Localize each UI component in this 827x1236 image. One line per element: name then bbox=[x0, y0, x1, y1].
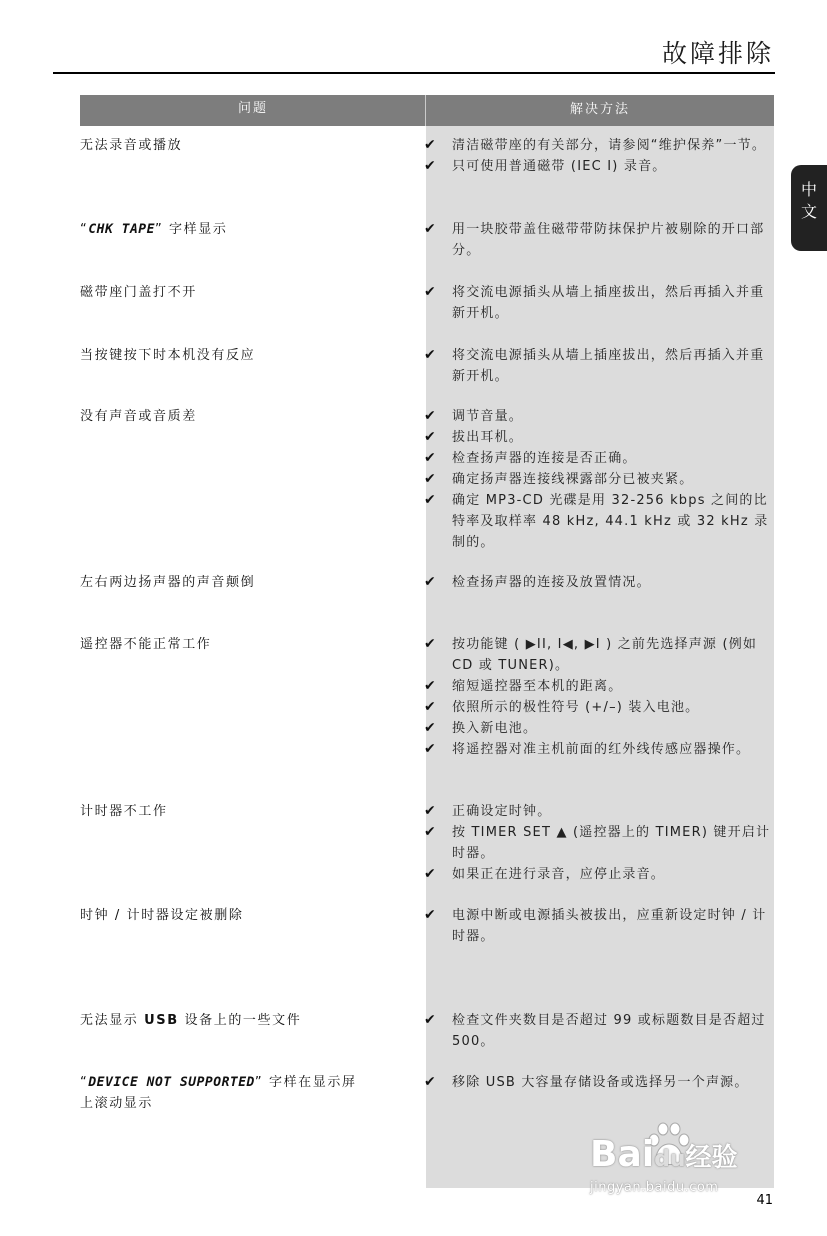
check-icon: ✔ bbox=[424, 678, 437, 694]
problem-text: 遥控器不能正常工作 bbox=[80, 637, 212, 652]
solution-item bbox=[424, 156, 774, 177]
solution-text: 按 TIMER SET ▲ (遥控器上的 TIMER) 键开启计时器。 bbox=[452, 825, 771, 861]
solution-text: 换入新电池。 bbox=[452, 721, 538, 736]
header-solution: 解决方法 bbox=[569, 102, 630, 117]
check-icon: ✔ bbox=[424, 408, 437, 424]
check-icon: ✔ bbox=[424, 1012, 437, 1028]
page-number: 41 bbox=[756, 1193, 773, 1208]
check-icon: ✔ bbox=[424, 429, 437, 445]
check-icon: ✔ bbox=[424, 574, 437, 590]
check-icon: ✔ bbox=[424, 284, 437, 300]
solution-list bbox=[424, 1072, 774, 1093]
watermark-brand-left: Bai bbox=[590, 1134, 655, 1175]
problem-suffix: 字样显示 bbox=[163, 222, 228, 237]
solution-list bbox=[424, 634, 774, 760]
problem-text bbox=[80, 1072, 360, 1114]
check-icon: ✔ bbox=[424, 907, 437, 923]
solution-item bbox=[424, 718, 774, 739]
problem-usb: USB bbox=[144, 1013, 179, 1028]
check-icon: ✔ bbox=[424, 636, 437, 652]
language-side-tab bbox=[791, 165, 827, 251]
check-icon: ✔ bbox=[424, 450, 437, 466]
solution-text: 检查扬声器的连接是否正确。 bbox=[452, 451, 637, 466]
problem-text: 左右两边扬声器的声音颠倒 bbox=[80, 575, 256, 590]
problem-text: 计时器不工作 bbox=[80, 804, 168, 819]
watermark-brand bbox=[590, 1134, 738, 1175]
problem-suffix: 字样在显示屏上滚动显示 bbox=[80, 1075, 357, 1111]
check-icon: ✔ bbox=[424, 492, 437, 508]
solution-item bbox=[424, 864, 774, 885]
solution-item bbox=[424, 739, 774, 760]
solution-text: 依照所示的极性符号 (+/–) 装入电池。 bbox=[452, 700, 700, 715]
side-tab-label: 中文 bbox=[800, 180, 817, 221]
solution-item bbox=[424, 219, 774, 261]
solution-list bbox=[424, 905, 774, 947]
solution-text: 电源中断或电源插头被拔出，应重新设定时钟 / 计时器。 bbox=[452, 908, 767, 944]
solution-item bbox=[424, 406, 774, 427]
quote-close: ” bbox=[254, 1075, 264, 1090]
solution-text: 只可使用普通磁带 (IEC I) 录音。 bbox=[452, 159, 667, 174]
check-icon: ✔ bbox=[424, 699, 437, 715]
baidu-watermark bbox=[588, 1118, 778, 1208]
solution-text: 缩短遥控器至本机的距离。 bbox=[452, 679, 623, 694]
solution-item bbox=[424, 572, 774, 593]
solution-text: 拔出耳机。 bbox=[452, 430, 524, 445]
solution-text: 正确设定时钟。 bbox=[452, 804, 552, 819]
problem-text bbox=[80, 1010, 410, 1031]
quote-close: ” bbox=[154, 222, 164, 237]
quote-open: “ bbox=[80, 222, 89, 237]
watermark-brand-right: 经验 bbox=[685, 1143, 738, 1173]
solution-text: 检查扬声器的连接及放置情况。 bbox=[452, 575, 651, 590]
solution-text: 调节音量。 bbox=[452, 409, 524, 424]
problem-text: 无法录音或播放 bbox=[80, 138, 183, 153]
solution-text: 确定扬声器连接线裸露部分已被夹紧。 bbox=[452, 472, 694, 487]
check-icon: ✔ bbox=[424, 803, 437, 819]
solution-item bbox=[424, 905, 774, 947]
solution-item bbox=[424, 822, 774, 864]
watermark-url: jingyan.baidu.com bbox=[590, 1180, 719, 1195]
header-problem: 问题 bbox=[237, 101, 268, 116]
check-icon: ✔ bbox=[424, 720, 437, 736]
solution-text: 检查文件夹数目是否超过 99 或标题数目是否超过 500。 bbox=[452, 1013, 766, 1049]
solution-list bbox=[424, 1010, 774, 1052]
check-icon: ✔ bbox=[424, 741, 437, 757]
solution-item bbox=[424, 801, 774, 822]
check-icon: ✔ bbox=[424, 1074, 437, 1090]
quote-open: “ bbox=[80, 1075, 89, 1090]
check-icon: ✔ bbox=[424, 158, 437, 174]
solution-list bbox=[424, 219, 774, 261]
solution-text: 按功能键 ( ▶II, I◀, ▶I ) 之前先选择声源 (例如 CD 或 TUNER)。 bbox=[452, 637, 758, 673]
table-header bbox=[80, 95, 774, 126]
solution-list bbox=[424, 572, 774, 593]
problem-text: 没有声音或音质差 bbox=[80, 409, 197, 424]
check-icon: ✔ bbox=[424, 471, 437, 487]
solution-list bbox=[424, 282, 774, 324]
solution-text: 将遥控器对准主机前面的红外线传感应器操作。 bbox=[452, 742, 751, 757]
solution-item bbox=[424, 676, 774, 697]
problem-suffix: 设备上的一些文件 bbox=[178, 1013, 302, 1028]
solution-list bbox=[424, 345, 774, 387]
check-icon: ✔ bbox=[424, 347, 437, 363]
lcd-display-text: DEVICE NOT SUPPORTED bbox=[88, 1075, 255, 1090]
solution-item bbox=[424, 1072, 774, 1093]
check-icon: ✔ bbox=[424, 221, 437, 237]
page-title: 故障排除 bbox=[661, 39, 774, 68]
solution-text: 用一块胶带盖住磁带带防抹保护片被剔除的开口部分。 bbox=[452, 222, 765, 258]
solution-item bbox=[424, 634, 774, 676]
solution-list bbox=[424, 135, 774, 177]
check-icon: ✔ bbox=[424, 137, 437, 153]
problem-text bbox=[80, 219, 410, 240]
solution-text: 移除 USB 大容量存储设备或选择另一个声源。 bbox=[452, 1075, 749, 1090]
problem-text: 磁带座门盖打不开 bbox=[80, 285, 197, 300]
watermark-brand-mid: du bbox=[654, 1147, 686, 1172]
solution-list bbox=[424, 801, 774, 885]
solution-item bbox=[424, 448, 774, 469]
solution-item bbox=[424, 282, 774, 324]
solution-item bbox=[424, 469, 774, 490]
problem-text: 时钟 / 计时器设定被删除 bbox=[80, 908, 244, 923]
title-rule bbox=[53, 72, 775, 74]
solution-item bbox=[424, 697, 774, 718]
solution-item bbox=[424, 1010, 774, 1052]
solution-item bbox=[424, 345, 774, 387]
solution-item bbox=[424, 490, 774, 553]
problem-text: 当按键按下时本机没有反应 bbox=[80, 348, 256, 363]
solution-item bbox=[424, 427, 774, 448]
lcd-display-text: CHK TAPE bbox=[88, 222, 155, 237]
problem-prefix: 无法显示 bbox=[80, 1013, 145, 1028]
solution-item bbox=[424, 135, 774, 156]
solution-text: 清洁磁带座的有关部分，请参阅“维护保养”一节。 bbox=[452, 138, 767, 153]
solution-text: 将交流电源插头从墙上插座拔出，然后再插入并重新开机。 bbox=[452, 285, 765, 321]
solution-text: 如果正在进行录音，应停止录音。 bbox=[452, 867, 666, 882]
check-icon: ✔ bbox=[424, 866, 437, 882]
solution-text: 将交流电源插头从墙上插座拔出，然后再插入并重新开机。 bbox=[452, 348, 765, 384]
check-icon: ✔ bbox=[424, 824, 437, 840]
solution-text: 确定 MP3-CD 光碟是用 32-256 kbps 之间的比特率及取样率 48 kHz, 44.1 kHz 或 32 kHz 录制的。 bbox=[452, 493, 769, 550]
solution-list bbox=[424, 406, 774, 553]
